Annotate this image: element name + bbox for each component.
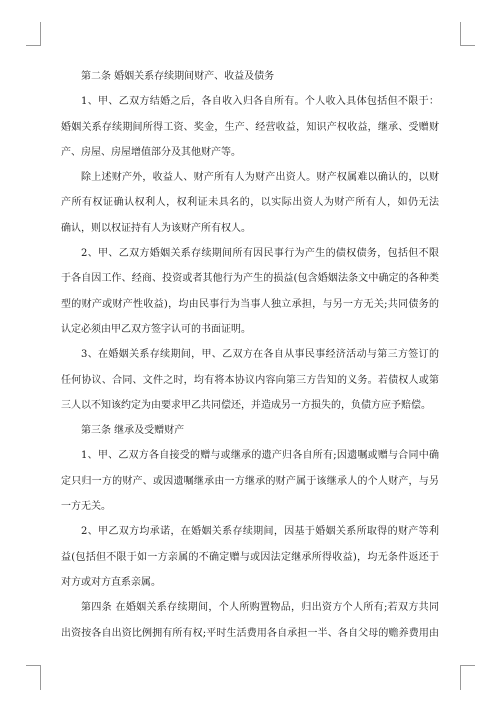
crop-mark-bottom-right-horizontal	[460, 665, 475, 666]
text-line: 型的财产或财产性收益)，均由民事行为当事人独立承担，与另一方无关;共同债务的	[61, 298, 439, 310]
crop-mark-top-right-vertical	[460, 22, 461, 46]
crop-mark-top-left-vertical	[40, 22, 41, 46]
text-line: 除上述财产外，收益人、财产所有人为财产出资人。财产权属难以确认的，以财	[81, 172, 439, 184]
clause-heading	[61, 418, 439, 443]
text-line: 第三条 继承及受赠财产	[81, 425, 185, 437]
text-line: 益(包括但不限于如一方亲属的不确定赠与或因法定继承所得收益)，均无条件返还于	[61, 551, 439, 563]
text-line: 1、甲、乙双方各自接受的赠与或继承的遗产归各自所有;因遗嘱或赠与合同中确	[81, 450, 439, 462]
paragraph	[61, 595, 439, 646]
crop-mark-top-right-horizontal	[460, 45, 475, 46]
document-body	[61, 64, 439, 646]
text-line: 于各自因工作、经商、投资或者其他行为产生的损益(包含婚姻法条文中确定的各种类	[61, 273, 439, 285]
text-line: 对方或对方直系亲属。	[61, 576, 161, 588]
text-line: 一方无关。	[61, 501, 111, 513]
clause-heading	[61, 64, 439, 89]
text-line: 第二条 婚姻关系存续期间财产、收益及债务	[81, 71, 275, 82]
text-line: 出资按各自出资比例拥有所有权;平时生活费用各自承担一半、各自父母的赡养费用由	[61, 627, 439, 639]
text-line: 第四条 在婚姻关系存续期间，个人所购置物品，归出资方个人所有;若双方共同	[81, 602, 439, 614]
text-line: 认定必须由甲乙双方签字认可的书面证明。	[61, 323, 251, 335]
crop-mark-bottom-right-vertical	[460, 665, 461, 690]
text-line: 产、房屋、房屋增值部分及其他财产等。	[61, 146, 241, 158]
text-line: 三人以不知该约定为由要求甲乙共同偿还，并造成另一方损失的，负债方应予赔偿。	[61, 399, 431, 411]
paragraph	[61, 519, 439, 595]
crop-mark-top-left-horizontal	[26, 45, 41, 46]
paragraph	[61, 241, 439, 342]
text-line: 婚姻关系存续期间所得工资、奖金，生产、经营收益，知识产权收益，继承、受赠财	[61, 121, 439, 133]
crop-mark-bottom-left-horizontal	[26, 665, 41, 666]
text-line: 2、甲、乙双方婚姻关系存续期间所有因民事行为产生的债权债务，包括但不限	[81, 248, 439, 260]
paragraph	[61, 443, 439, 519]
text-line: 产所有权证确认权利人，权利证未具名的，以实际出资人为财产所有人，如仍无法	[61, 197, 439, 209]
paragraph	[61, 165, 439, 241]
paragraph	[61, 342, 439, 418]
paragraph	[61, 89, 439, 165]
text-line: 任何协议、合同、文件之时，均有将本协议内容向第三方告知的义务。若债权人或第	[61, 374, 439, 386]
text-line: 2、甲乙双方均承诺，在婚姻关系存续期间，因基于婚姻关系所取得的财产等利	[81, 526, 439, 538]
text-line: 定只归一方的财产、或因遗嘱继承由一方继承的财产属于该继承人的个人财产，与另	[61, 475, 439, 487]
text-line: 1、甲、乙双方结婚之后，各自收入归各自所有。个人收入具体包括但不限于：	[81, 96, 439, 108]
crop-mark-bottom-left-vertical	[40, 665, 41, 690]
text-line: 确认，则以权证持有人为该财产所有权人。	[61, 222, 251, 234]
text-line: 3、在婚姻关系存续期间，甲、乙双方在各自从事民事经济活动与第三方签订的	[81, 349, 439, 361]
